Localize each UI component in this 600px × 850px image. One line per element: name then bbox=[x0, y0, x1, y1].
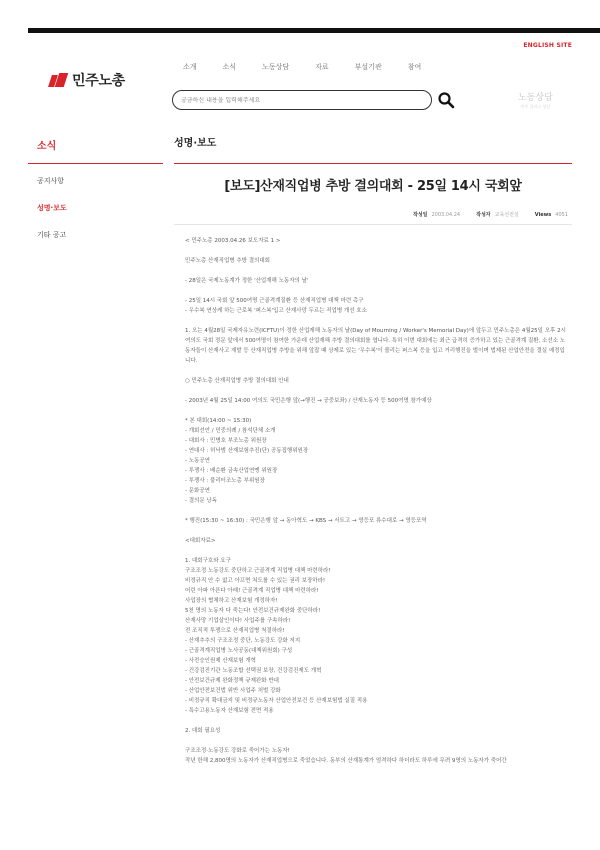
post-body-line: - 우수복 연상케 하는 근로복 '퍼스복'입고 산재사망 두르는 직업병 개선 호소 bbox=[185, 308, 367, 314]
post-body-line: - 28일은 국제노동계가 정한 '산업재해 노동자의 날' bbox=[185, 278, 309, 284]
nav-item-labor-consult[interactable]: 노동상담 bbox=[262, 63, 290, 71]
post-body-line: 어린 아파 아픈다 아래! 근골격계 직업병 대책 마련하라! bbox=[185, 588, 319, 594]
post-body-line: 전 조직적 투쟁으로 산재직업병 척결하라! bbox=[185, 628, 285, 634]
post-body-line bbox=[185, 526, 570, 536]
post-body-line: - 투쟁사 : 배순환 금속산업연맹 위원장 bbox=[185, 468, 278, 474]
sidebar-divider bbox=[28, 163, 163, 164]
post-body-line: - 산재추추의 구조조정 중단, 노동강도 강화 저지 bbox=[185, 638, 301, 644]
post-body-line: - 2003년 4월 25일 14:00 여의도 국민은행 앞(→행진 → 공중보좌) / 산재노동자 등 500여명 참가예상 bbox=[185, 398, 432, 404]
post-title: [보도]산재직업병 추방 결의대회 - 25일 14시 국회앞 bbox=[224, 179, 522, 194]
post-body-line: - 건강검진기관 노동조합 선택권 보장, 건강검진제도 개혁 bbox=[185, 668, 322, 674]
labor-consult-title: 노동상담 bbox=[518, 93, 553, 103]
nav-item-resources[interactable]: 자료 bbox=[315, 63, 329, 71]
post-body-line: - 대회사 : 민병호 부조노총 위원장 bbox=[185, 438, 267, 444]
post-body-line: - 안전보건규제 완화정책 규제완화 반대 bbox=[185, 678, 279, 684]
post-meta bbox=[413, 211, 568, 218]
post-body-line: - 근골격계직업병 노사공동(대책위원회) 구성 bbox=[185, 648, 293, 654]
post-body-line: 산재사망 기업살인이다! 사업주를 구속하라! bbox=[185, 618, 291, 624]
search-box bbox=[172, 90, 432, 110]
post-body-line: - 결의문 낭독 bbox=[185, 498, 218, 504]
post-body-line: 구조조정 노동강도 중단하고 근골격계 직업병 대책 마련하라! bbox=[185, 568, 331, 574]
post-body-line bbox=[185, 366, 570, 376]
post-body bbox=[185, 236, 570, 766]
sidebar-title: 소식 bbox=[37, 141, 57, 152]
top-bar bbox=[28, 28, 600, 33]
post-body-line: 2. 대회 필요성 bbox=[185, 728, 221, 734]
post-body-line bbox=[185, 546, 570, 556]
nav-item-affiliates[interactable]: 부설기관 bbox=[354, 63, 382, 71]
post-body-line bbox=[185, 506, 570, 516]
post-body-line: - 사전승인원제 산재보험 개혁 bbox=[185, 658, 256, 664]
post-body-line: 비정규직 안 수 없고 아프면 쳐도를 수 있는 권리 보장하라! bbox=[185, 578, 326, 584]
views-label: Views bbox=[534, 212, 552, 218]
post-body-line: <대회자료> bbox=[185, 538, 216, 544]
post-body-line: 1. 오는 4월28일 국제자유노련(ICFTU)이 정한 산업재해 노동자의 날(Day of Mourning / Worker's Memorial Day)에 앞두고 민주노총은 4월25일 오후 2시 여의도 국회 정문 앞에서 500여명이 참여한 가운데 산업재해 추방 결의대회를 엽니다. 특히 이번 대회에는 최근 급격히 증가하고 있는 근골격계 질환, 소선소 노동자들이 산재사고 재발 등 산재직업병 추방을 위해 앞잡 때 상제로 있는 '우수복'이 볼리는 퍼스복 등을 입고 거리행진을 벌이며 법제된 산업안전을 결실 예정입니다. bbox=[185, 328, 566, 364]
nav-item-participate[interactable]: 참여 bbox=[407, 63, 422, 71]
post-body-line bbox=[185, 286, 570, 296]
post-body-line: - 노동공연 bbox=[185, 458, 210, 464]
logo[interactable] bbox=[50, 70, 125, 90]
post-body-line: - 특수고용노동자 산재보험 전면 적용 bbox=[185, 708, 274, 714]
post-body-line: 1. 대회구호와 요구 bbox=[185, 558, 231, 564]
post-body-line bbox=[185, 316, 570, 326]
search-icon[interactable] bbox=[437, 91, 455, 109]
post-body-line: - 개회선언 / 민중의례 / 참석단체 소개 bbox=[185, 428, 276, 434]
post-date: 2003.04.24 bbox=[431, 212, 461, 218]
page-title-divider bbox=[174, 163, 572, 164]
post-body-line bbox=[185, 246, 570, 256]
post-body-line: 민주노총 산재직업병 추방 결의대회 bbox=[185, 258, 270, 264]
labor-consult-link[interactable] bbox=[518, 90, 553, 110]
sidebar-nav bbox=[37, 176, 67, 257]
post-body-line bbox=[185, 266, 570, 276]
post-body-line: * 본 대회(14:00 ~ 15:30) bbox=[185, 418, 252, 424]
post-body-line: - 투쟁사 : 불리터조노총 부위원장 bbox=[185, 478, 265, 484]
post-body-line: * 행진(15:30 ~ 16:30) : 국민은행 앞 → 동아혁도 → KBS → 서트고 → 영등포 류수대로 → 영등포역 bbox=[185, 518, 427, 524]
sidebar-item-statements[interactable]: 성명·보도 bbox=[37, 204, 67, 212]
post-views: 4051 bbox=[555, 212, 568, 218]
page-title: 성명·보도 bbox=[174, 138, 217, 149]
post-body-line: 작년 한해 2,800명의 노동자가 산재직업병으로 죽었습니다. 동부의 산재통계가 엄격하다 하더라도 하루에 무려 9명의 노동자가 죽어간 bbox=[185, 758, 507, 764]
post-body-line: 5천 명의 노동자 다 죽는다! 안전보건규제완화 중단하라! bbox=[185, 608, 321, 614]
logo-mark-icon bbox=[50, 73, 68, 87]
english-site-link[interactable]: ENGLISH SITE bbox=[523, 42, 572, 49]
main-nav bbox=[183, 62, 447, 72]
meta-divider bbox=[174, 224, 572, 225]
sidebar-item-notices[interactable]: 공지사항 bbox=[37, 177, 65, 185]
date-label: 작성일 bbox=[412, 212, 428, 218]
post-body-line: 구조조정·노동강도 강화로 죽어가는 노동자! bbox=[185, 748, 290, 754]
logo-text: 민주노총 bbox=[72, 73, 125, 89]
search-input[interactable] bbox=[181, 97, 431, 104]
labor-consult-sub: 민주 플러스 상담 bbox=[520, 104, 551, 109]
post-body-line: - 25일 14시 국회 앞 500여명 근골격계질환 등 산재직업병 대책 마련 촉구 bbox=[185, 298, 364, 304]
post-body-line: - 연대사 : 허낙범 산재보험추진(단) 공동집행위원장 bbox=[185, 448, 309, 454]
post-body-line: - 문화공연 bbox=[185, 488, 210, 494]
nav-item-news[interactable]: 소식 bbox=[222, 63, 237, 71]
post-body-line: - 산업안전보건법 위반 사업주 처벌 강화 bbox=[185, 688, 281, 694]
post-writer: 교육선전실 bbox=[494, 212, 519, 218]
writer-label: 작성자 bbox=[476, 212, 491, 218]
post-body-line bbox=[185, 406, 570, 416]
post-body-line bbox=[185, 736, 570, 746]
nav-item-about[interactable]: 소개 bbox=[183, 63, 197, 71]
post-body-line: - 비정규직 확대금지 및 비정규노동자 산업안전보건 등 산재보험법 실질 적용 bbox=[185, 698, 368, 704]
post-body-line: 사업장의 협체하고 산재보험 개정하자! bbox=[185, 598, 278, 604]
post-body-line: < 민주노총 2003.04.26 보도자료 1 > bbox=[185, 238, 281, 244]
post-body-line bbox=[185, 716, 570, 726]
sidebar-item-other-announcements[interactable]: 기타 공고 bbox=[37, 231, 67, 239]
post-body-line: ○ 민주노총 산재직업병 추방 결의대회 안내 bbox=[185, 378, 289, 384]
post-body-line bbox=[185, 386, 570, 396]
